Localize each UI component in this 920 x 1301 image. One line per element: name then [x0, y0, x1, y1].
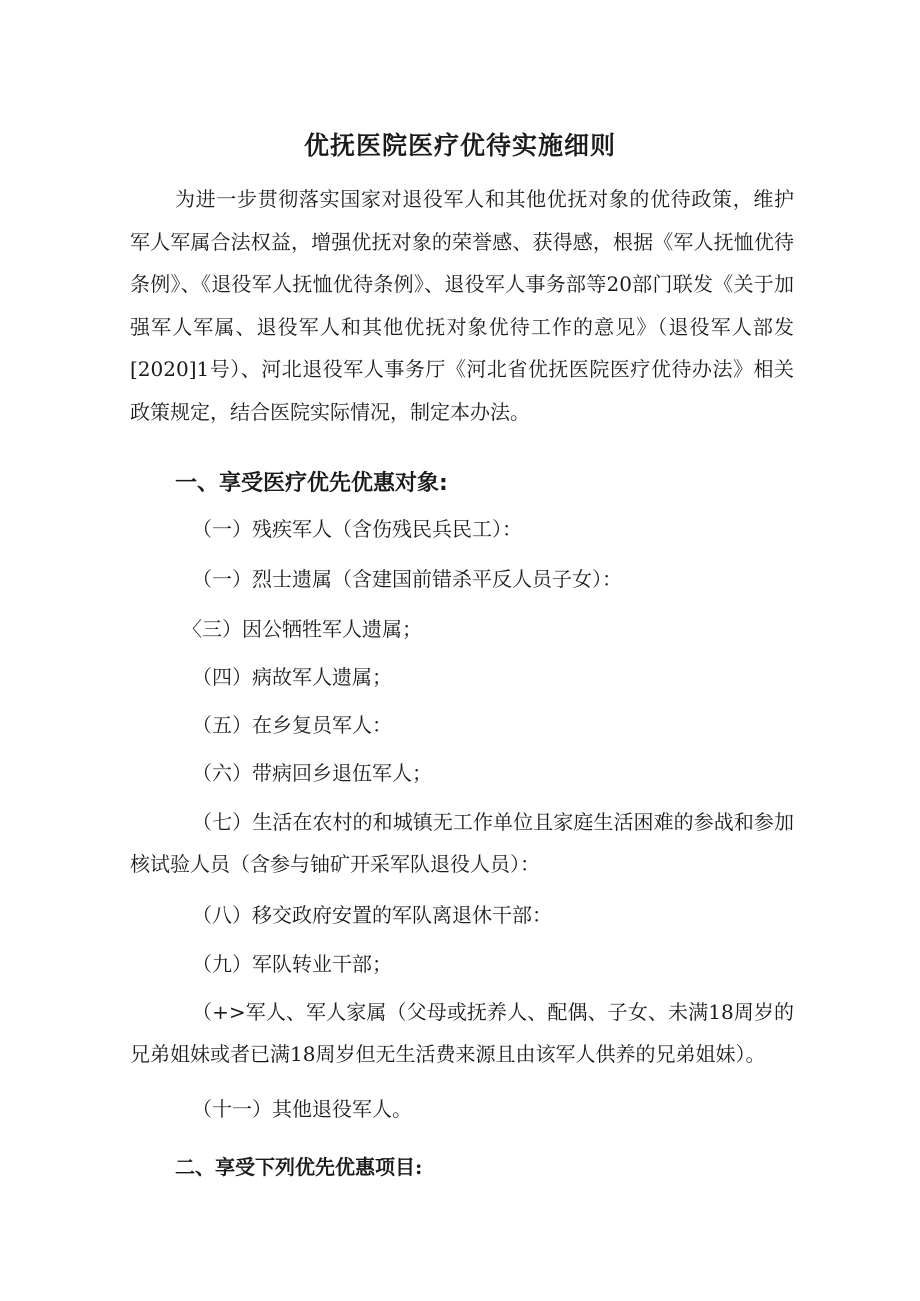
list-item: （八）移交政府安置的军队离退休干部： [192, 903, 552, 927]
list-item: （一）残疾军人（含伤残民兵民工）： [192, 517, 522, 541]
list-item: （十一）其他退役军人。 [192, 1097, 412, 1121]
document-title: 优抚医院医疗优待实施细则 [303, 131, 616, 160]
list-item: （七）生活在农村的和城镇无工作单位且家庭生活困难的参战和参加核试验人员（含参与铀矿开采军队退役人员）： [130, 810, 794, 876]
list-item: （九）军队转业干部； [192, 952, 392, 976]
list-item: （一）烈士遗属（含建国前错杀平反人员子女）： [192, 567, 622, 591]
list-item: （+>军人、军人家属（父母或抚养人、配偶、子女、未满18周岁的兄弟姐妹或者已满18周岁但无生活费来源且由该军人供养的兄弟姐妹）。 [130, 1000, 794, 1066]
section-2-heading: 二、享受下列优先优惠项目: [175, 1155, 423, 1179]
list-item: （五）在乡复员军人： [192, 713, 392, 737]
intro-paragraph: 为进一步贯彻落实国家对退役军人和其他优抚对象的优待政策，维护军人军属合法权益，增强优抚对象的荣誉感、获得感，根据《军人抚恤优待条例》、《退役军人抚恤优待条例》、退役军人事务部等20部门联发《关于加强军人军属、退役军人和其他优抚对象优待工作的意见》（退役军人部发[2020]1号）、河北退役军人事务厅《河北省优抚医院医疗优待办法》相关政策规定，结合医院实际情况，制定本办法。 [130, 187, 794, 424]
list-item: （四）病故军人遗属； [192, 665, 392, 689]
section-1-heading: 一、享受医疗优先优惠对象: [175, 471, 448, 496]
list-item: 〈三）因公牺牲军人遗属； [182, 617, 422, 641]
list-item: （六）带病回乡退伍军人； [192, 761, 432, 785]
